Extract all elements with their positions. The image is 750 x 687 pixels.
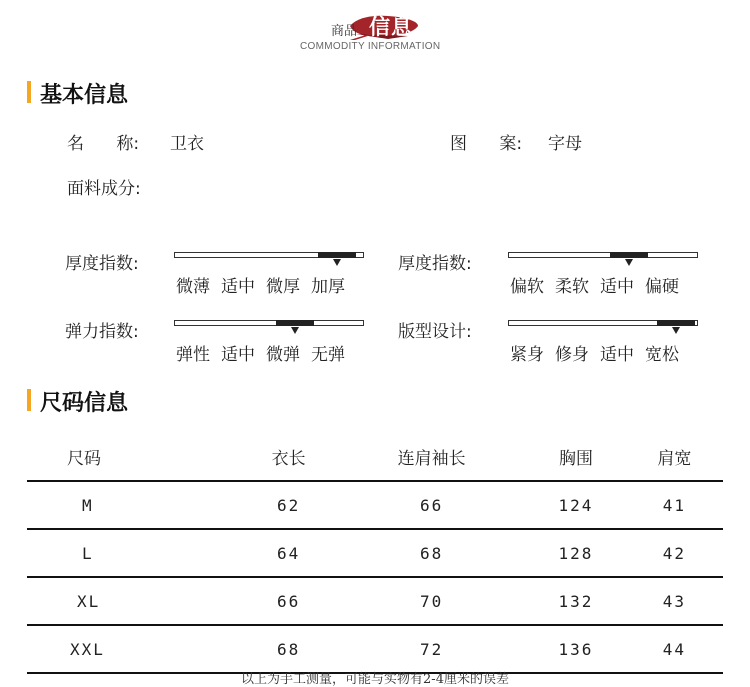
size-info-title: 尺码信息 (40, 391, 129, 416)
table-cell: 68 (240, 625, 337, 673)
option-label: 偏硬 (645, 277, 679, 297)
section-accent-bar (27, 81, 31, 103)
scale-marker (333, 259, 341, 266)
softness-index-label: 厚度指数: (398, 254, 472, 274)
elasticity-options (176, 340, 345, 365)
table-cell: 43 (626, 577, 723, 625)
header-subtitle: COMMODITY INFORMATION (300, 41, 441, 52)
basic-info-title: 基本信息 (40, 83, 129, 108)
option-label: 紧身 (510, 345, 544, 365)
option-label: 修身 (555, 345, 589, 365)
table-cell: 132 (526, 577, 626, 625)
table-cell: XXL (27, 625, 240, 673)
scale-fill (276, 320, 314, 326)
table-row (27, 577, 723, 625)
table-cell: 42 (626, 529, 723, 577)
option-label: 无弹 (311, 345, 345, 365)
elasticity-scale (174, 320, 364, 326)
table-header-cell: 连肩袖长 (397, 448, 466, 469)
table-cell: 62 (240, 481, 337, 529)
option-label: 微薄 (176, 277, 210, 297)
table-cell: 44 (626, 625, 723, 673)
thickness-scale (174, 252, 364, 258)
table-header-row (27, 432, 723, 481)
option-label: 适中 (221, 277, 255, 297)
option-label: 适中 (600, 345, 634, 365)
option-label: 微弹 (266, 345, 300, 365)
size-table (27, 432, 723, 674)
table-row (27, 481, 723, 529)
table-cell: 124 (526, 481, 626, 529)
table-header-cell: 肩宽 (657, 448, 692, 469)
table-header-cell: 胸围 (558, 448, 593, 469)
scale-fill (318, 252, 356, 258)
name-label: 名 称: (67, 134, 140, 154)
table-cell: 72 (337, 625, 526, 673)
header-title-big: 信息 (369, 15, 413, 39)
pattern-label: 图 案: (450, 134, 523, 154)
option-label: 加厚 (311, 277, 345, 297)
scale-fill (610, 252, 648, 258)
option-label: 偏软 (510, 277, 544, 297)
scale-fill (657, 320, 695, 326)
scale-marker (672, 327, 680, 334)
table-cell: L (27, 529, 240, 577)
fit-scale (508, 320, 698, 326)
fabric-label: 面料成分: (67, 179, 141, 199)
thickness-index-label: 厚度指数: (65, 254, 139, 274)
table-cell: 41 (626, 481, 723, 529)
table-cell: 68 (337, 529, 526, 577)
option-label: 适中 (600, 277, 634, 297)
table-cell: M (27, 481, 240, 529)
table-cell: 66 (337, 481, 526, 529)
fit-options (510, 340, 679, 365)
option-label: 适中 (221, 345, 255, 365)
scale-marker (625, 259, 633, 266)
table-row (27, 625, 723, 673)
thickness-options (176, 272, 345, 297)
softness-options (510, 272, 679, 297)
table-header-cell: 衣长 (271, 448, 306, 469)
table-cell: XL (27, 577, 240, 625)
option-label: 宽松 (645, 345, 679, 365)
table-row (27, 529, 723, 577)
measurement-note: 以上为手工测量，可能与实物有2-4厘米的误差 (241, 672, 509, 687)
scale-marker (291, 327, 299, 334)
option-label: 弹性 (176, 345, 210, 365)
pattern-value: 字母 (548, 134, 582, 154)
fit-design-label: 版型设计: (398, 322, 472, 342)
table-cell: 64 (240, 529, 337, 577)
option-label: 微厚 (266, 277, 300, 297)
table-cell: 128 (526, 529, 626, 577)
elasticity-index-label: 弹力指数: (65, 322, 139, 342)
table-cell: 70 (337, 577, 526, 625)
table-cell: 136 (526, 625, 626, 673)
name-value: 卫衣 (170, 134, 204, 154)
section-accent-bar (27, 389, 31, 411)
softness-scale (508, 252, 698, 258)
option-label: 柔软 (555, 277, 589, 297)
header-title-small: 商品 (331, 24, 358, 39)
table-cell: 66 (240, 577, 337, 625)
table-header-cell: 尺码 (67, 448, 101, 469)
